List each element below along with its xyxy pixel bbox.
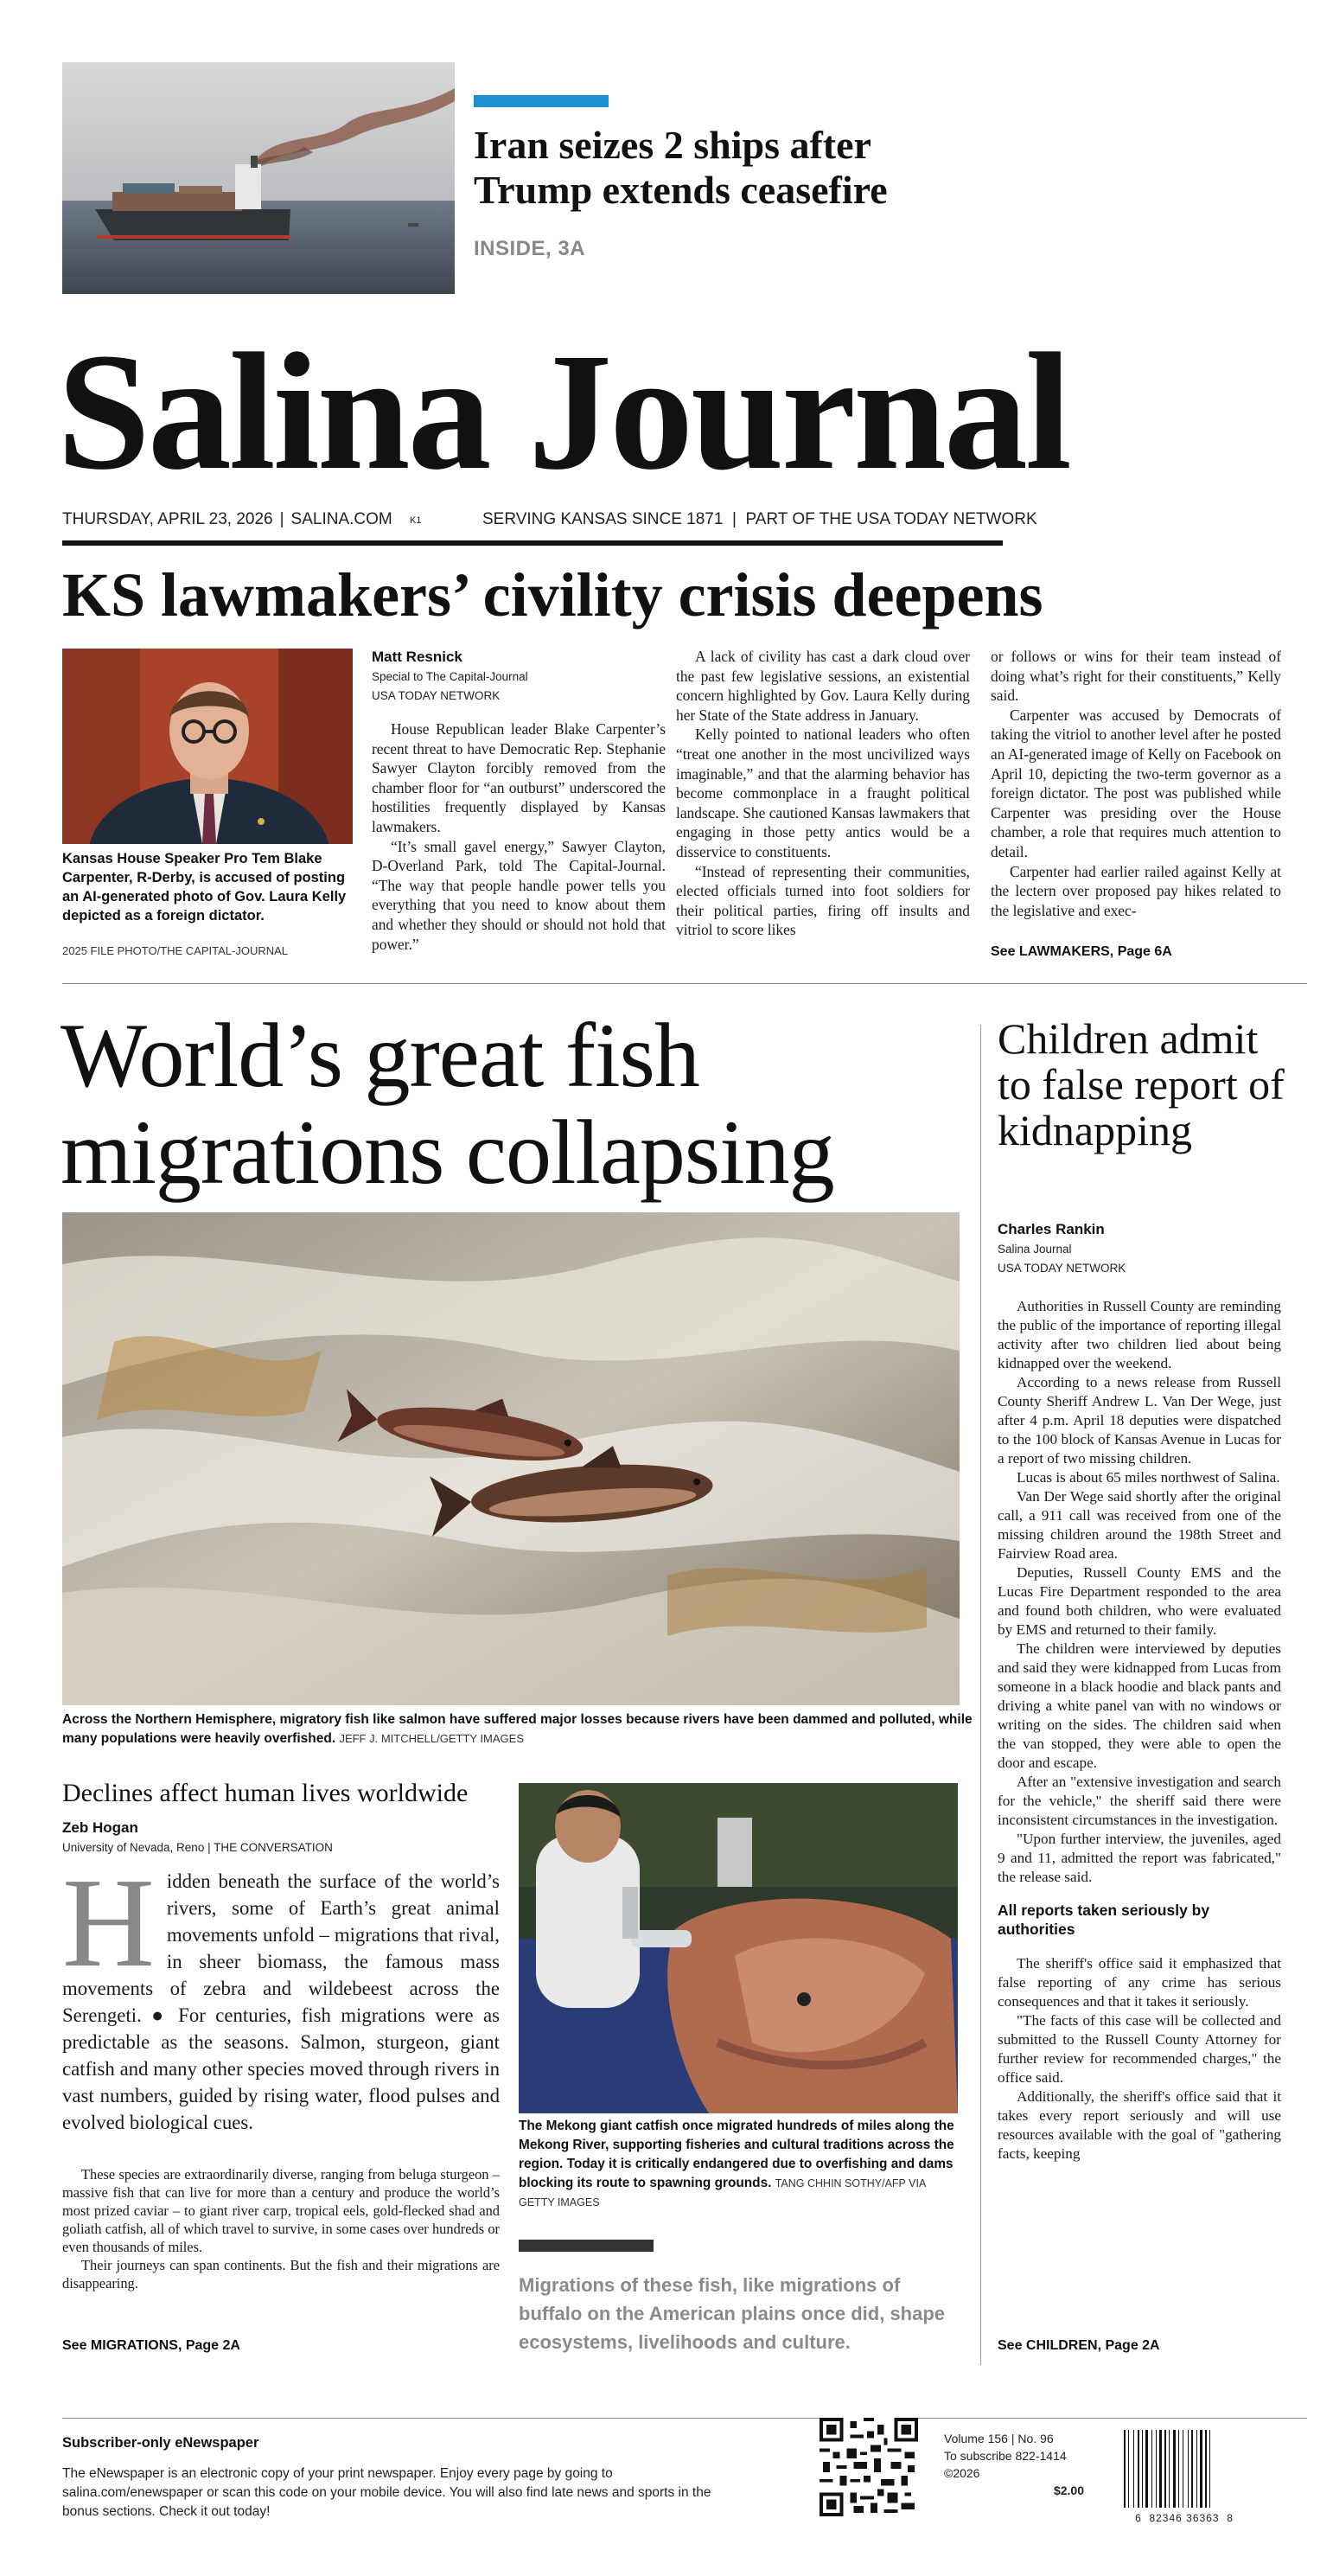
- kidnapping-jump-link[interactable]: See CHILDREN, Page 2A: [998, 2338, 1160, 2353]
- teaser-headline[interactable]: Iran seizes 2 ships after Trump extends ceasefire: [474, 123, 888, 212]
- paragraph: “Instead of representing their communities, elected officials turned into foot soldiers for their political parties, firing off insults and vitriol to score likes: [676, 862, 970, 939]
- qr-code-icon[interactable]: [820, 2418, 918, 2516]
- site-link[interactable]: SALINA.COM: [290, 510, 392, 528]
- civility-headline[interactable]: KS lawmakers’ civility crisis deepens: [62, 560, 1043, 630]
- pullquote-bar: [519, 2240, 654, 2252]
- masthead-title: Salina Journal: [57, 318, 1069, 504]
- paragraph: After an "extensive investigation and search for the vehicle," the sheriff said there were inconsistent circumstances in the investigation.: [998, 1774, 1281, 1828]
- teaser-photo-cargo-ship[interactable]: [62, 62, 455, 294]
- subscribe-phone: To subscribe 822-1414: [944, 2449, 1067, 2463]
- byline-name: Charles Rankin: [998, 1221, 1105, 1237]
- paragraph: "Upon further interview, the juveniles, aged 9 and 11, admitted the report was fabricated," the release said.: [998, 1831, 1281, 1885]
- paragraph: Lucas is about 65 miles northwest of Salina.: [1017, 1469, 1280, 1486]
- issue-date: THURSDAY, APRIL 23, 2026: [62, 510, 273, 528]
- fish-body: [62, 2165, 500, 2292]
- fish-subhead: Declines affect human lives worldwide: [62, 1779, 469, 1807]
- enewspaper-text: The eNewspaper is an electronic copy of your print newspaper. Enjoy every page by going to salina.com/enewspaper or scan this code on your mobile device. You will also find late news and sports in the bonus sections. Check it out today!: [62, 2466, 711, 2519]
- masthead-tagline: SERVING KANSAS SINCE 1871 | PART OF THE USA TODAY NETWORK: [482, 510, 1037, 528]
- paragraph: “It’s small gavel energy,” Sawyer Clayton, D-Overland Park, told The Capital-Journal. “The way that people handle power tells you everything that you need to know about them and whether they should or should not hold that power.”: [372, 837, 666, 953]
- copyright: ©2026: [944, 2466, 980, 2480]
- barcode-graphic: [1122, 2430, 1247, 2508]
- civility-photo-carpenter[interactable]: [62, 649, 353, 844]
- paragraph: The sheriff's office said it emphasized that false reporting of any crime has serious consequences and that it takes it seriously.: [998, 1955, 1281, 2010]
- intro-text: idden beneath the surface of the world’s rivers, some of Earth’s great animal movements unfold – migrations that rival, in sheer biomass, the famous mass movements of zebra and wildebeest across the Serengeti. ● For centuries, fish migrations were as predictable as the seasons. Salmon, sturgeon, giant catfish and many other species moved through rivers in vast numbers, guided by rising water, flood pulses and evolved biological cues.: [62, 1870, 500, 2133]
- byline-name: Matt Resnick: [372, 649, 462, 665]
- civility-column-1: [372, 719, 666, 954]
- fish-photo-caption: [62, 1710, 979, 1748]
- enewspaper-title: Subscriber-only eNewspaper: [62, 2435, 259, 2451]
- civility-column-2: [676, 647, 970, 940]
- masthead-rule: [62, 540, 1003, 546]
- edition-code: K1: [410, 515, 422, 526]
- giant-catfish-image: [519, 1783, 958, 2113]
- civility-photo-caption: Kansas House Speaker Pro Tem Blake Carpenter, R-Derby, is accused of posting an AI-generated photo of Gov. Laura Kelly depicted as a foreign dictator.: [62, 851, 347, 924]
- caption-text: Across the Northern Hemisphere, migratory fish like salmon have suffered major losses because rivers have been dammed and polluted, while many populations were heavily overfished.: [62, 1712, 973, 1746]
- kidnapping-headline[interactable]: Children admit to false report of kidnapping: [998, 1014, 1285, 1154]
- photo-credit: TANG CHHIN SOTHY/AFP VIA GETTY IMAGES: [519, 2177, 926, 2208]
- volume-number: Volume 156 | No. 96: [944, 2432, 1054, 2445]
- salmon-leaping-image: [62, 1212, 960, 1705]
- fish-intro-paragraph: [62, 1852, 500, 2136]
- paragraph: These species are extraordinarily diverse, ranging from beluga sturgeon – massive fish that can live for more than a century and produce the world’s most prized caviar – to giant river carp, tropical eels, gold-flecked shad and goliath catfish, all of which travel to survive, in some cases over hundreds or even thousands of miles.: [62, 2166, 500, 2255]
- paragraph: The children were interviewed by deputies and said they were kidnapped from Lucas from someone in a black hoodie and black pants and driving a white panel van with no windows or writing on the sides. The children said when the van stopped, they were able to open the door and escape.: [998, 1640, 1281, 1771]
- paragraph: "The facts of this case will be collected and submitted to the Russell County Attorney for further review for recommended charges," the office said.: [998, 2012, 1281, 2086]
- paragraph: Carpenter was accused by Democrats of taking the vitriol to another level after he posted an AI-generated image of Kelly on Facebook on April 10, depicting the two-term governor as a foreign dictator. The post was published while Carpenter was presiding over the House chamber, a role that requires much attention to detail.: [991, 706, 1281, 860]
- drop-cap: H: [62, 1852, 155, 1994]
- civility-photo-credit: 2025 FILE PHOTO/THE CAPITAL-JOURNAL: [62, 944, 289, 957]
- byline-role: Special to The Capital-Journal: [372, 670, 528, 683]
- paragraph: Additionally, the sheriff's office said that it takes every report seriously and will use resources available with the goal of "gathering facts, keeping: [998, 2088, 1281, 2162]
- portrait-image: [62, 649, 353, 844]
- byline-name: Zeb Hogan: [62, 1819, 138, 1836]
- paragraph: House Republican leader Blake Carpenter’s recent threat to have Democratic Rep. Stephanie Sawyer Clayton forcibly removed from the chamber floor for “an outburst” underscored the hostilities frequently displayed by Kansas lawmakers.: [372, 720, 666, 835]
- paragraph: Carpenter had earlier railed against Kelly at the lectern over proposed pay hikes related to the legislative and exec-: [991, 862, 1281, 919]
- byline-affiliation: University of Nevada, Reno | THE CONVERSATION: [62, 1841, 333, 1854]
- price: $2.00: [1053, 2483, 1084, 2497]
- paragraph: Their journeys can span continents. But the fish and their migrations are disappearing.: [62, 2257, 500, 2292]
- catfish-caption: [519, 2117, 958, 2212]
- kidnapping-byline: [998, 1219, 1283, 1278]
- barcode-icon: [1122, 2430, 1247, 2523]
- byline-network: USA TODAY NETWORK: [998, 1262, 1126, 1275]
- paragraph: Authorities in Russell County are reminding the public of the importance of reporting illegal activity after two children lied about being kidnapped over the weekend.: [998, 1298, 1281, 1371]
- caption-text: The Mekong giant catfish once migrated hundreds of miles along the Mekong River, supporting fisheries and cultural traditions across the region. Today it is critically endangered due to overfishing and dams blocking its route to spawning grounds.: [519, 2119, 954, 2190]
- teaser-accent-bar: [474, 95, 609, 107]
- paragraph: or follows or wins for their team instead of doing what’s right for their constituents,” Kelly said.: [991, 648, 1281, 705]
- civility-byline: [372, 647, 666, 706]
- catfish-photo[interactable]: [519, 1783, 958, 2113]
- teaser-page-ref: INSIDE, 3A: [474, 237, 586, 260]
- civility-column-3: [991, 647, 1281, 920]
- civility-jump-link[interactable]: See LAWMAKERS, Page 6A: [991, 944, 1172, 959]
- qr-code-graphic: [820, 2418, 918, 2516]
- dateline: THURSDAY, APRIL 23, 2026 | SALINA.COM: [62, 510, 392, 528]
- paragraph: Kelly pointed to national leaders who often “treat one another in the most uncivilized ways imaginable,” and that the alarming behavior has become commonplace in a fraught political landscape. She cautioned Kansas lawmakers that engaging in those petty antics would be a disservice to constituents.: [676, 725, 970, 860]
- byline-role: Salina Journal: [998, 1243, 1072, 1256]
- fish-photo-salmon[interactable]: [62, 1212, 960, 1705]
- paragraph: A lack of civility has cast a dark cloud over the past few legislative sessions, an existential concern highlighted by Gov. Laura Kelly during her State of the State address in January.: [676, 648, 970, 724]
- column-divider: [980, 1025, 981, 2365]
- paragraph: According to a news release from Russell County Sheriff Andrew L. Van Der Wege, just after 4 p.m. April 18 deputies were dispatched to the 100 block of Kansas Avenue in Lucas for a report of two missing children.: [998, 1374, 1281, 1467]
- photo-credit: JEFF J. MITCHELL/GETTY IMAGES: [339, 1732, 525, 1745]
- kidnapping-subhead: All reports taken seriously by authorities: [998, 1902, 1210, 1938]
- fish-jump-link[interactable]: See MIGRATIONS, Page 2A: [62, 2338, 240, 2353]
- pullquote: Migrations of these fish, like migrations of buffalo on the American plains once did, shape ecosystems, livelihoods and culture.: [519, 2274, 946, 2353]
- section-divider: [62, 983, 1307, 984]
- cargo-ship-image: [62, 62, 455, 294]
- fish-headline[interactable]: World’s great fish migrations collapsing: [61, 1005, 834, 1203]
- issue-info: [944, 2430, 1093, 2497]
- paragraph: Van Der Wege said shortly after the original call, a 911 call was received from one of the missing children around the 198th Street and Fairview Road area.: [998, 1488, 1281, 1562]
- barcode-digits: 6 82346 36363 8: [1135, 2512, 1234, 2524]
- footer-divider: [62, 2418, 1307, 2419]
- byline-network: USA TODAY NETWORK: [372, 689, 501, 702]
- kidnapping-body: [998, 1297, 1281, 2164]
- paragraph: Deputies, Russell County EMS and the Lucas Fire Department responded to the area and found both children, who were evaluated by EMS and returned to their family.: [998, 1564, 1281, 1638]
